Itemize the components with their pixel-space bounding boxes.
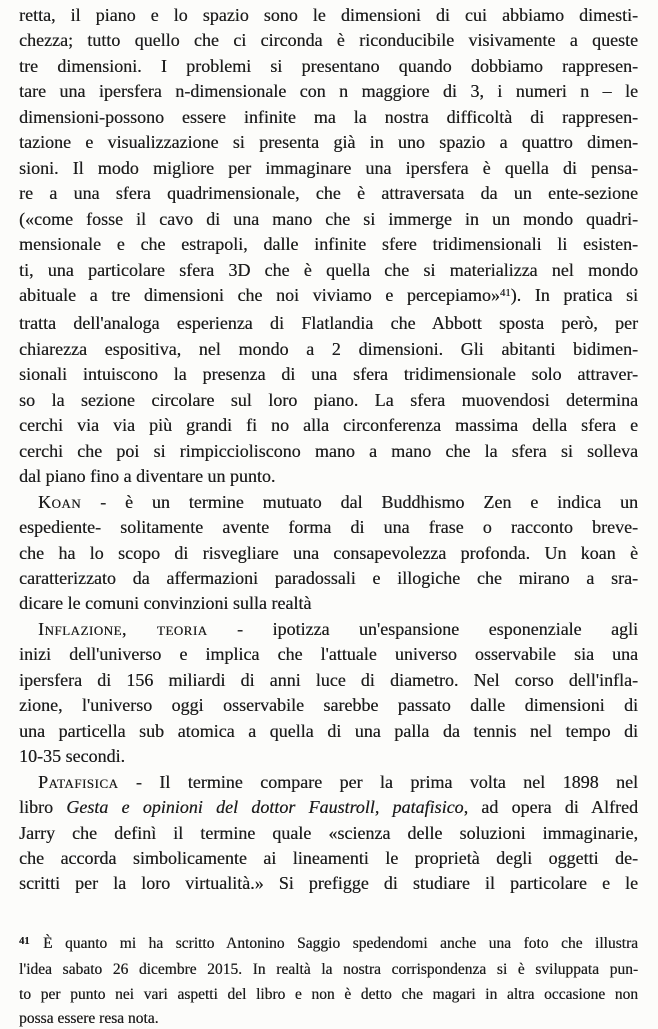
text-segment: - ipotizza un'espansione esponenziale agli [207,618,638,639]
text-line: zione, l'universo oggi osservabile sarebbe passato dalle dimensioni di [19,695,638,716]
footnote-first-line [19,932,638,958]
text-line-with-book-title [19,795,638,820]
text-line: 10-35 secondi. [19,746,125,767]
text-line: l'idea sabato 26 dicembre 2015. In realtà la nostra corrispondenza si è sviluppata pun- [19,961,638,979]
text-line: retta, il piano e lo spazio sono le dimensioni di cui abbiamo dimesti- [19,5,638,25]
text-line: cerchi via via più grandi fi no alla circonferenza massima della sfera e [19,415,638,436]
text-line-with-footnote-ref [19,283,638,311]
text-line: dicare le comuni convinzioni sulla realtà [19,593,312,614]
footnote-marker: 41 [19,936,30,948]
text-line: to per punto nei vari aspetti del libro e non è detto che magari in altra occasione non [19,985,638,1003]
text-line: caratterizzato da affermazioni paradossali e illogiche che mirano a sra- [19,567,638,588]
text-line: ipersfera di 156 miliardi di anni luce di diametro. Nel corso dell'infla- [19,669,638,690]
text-segment: - è un termine mutuato dal Buddhismo Zen e indica un [81,491,638,512]
text-line: dimensioni-possono essere infinite ma la nostra difficoltà di rappresen- [19,106,638,127]
text-line: dal piano fino a diventare un punto. [19,466,276,487]
glossary-entry-koan [19,490,638,617]
text-segment: - Il termine compare per la prima volta nel 1898 nel [118,771,638,792]
text-line: che accorda simbolicamente ai lineamenti le proprietà degli oggetti de- [19,847,638,868]
text-line: re a una sfera quadrimensionale, che è attraversata da un ente-sezione [19,183,638,204]
entry-first-line [19,770,638,795]
glossary-term: Koan [38,491,82,512]
glossary-term: Patafisica [38,771,119,792]
text-segment: , ad opera di Alfred [463,797,638,818]
entry-first-line [19,617,638,642]
text-line: mensionale e che estrapoli, dalle infinite sfere tridimensionali li esisten- [19,234,638,255]
book-title: Gesta e opinioni del dottor Faustroll, patafisico [66,797,464,818]
text-line: cerchi che poi si rimpiccioliscono mano a mano che la sfera si solleva [19,440,638,461]
text-line: sionali intuiscono la presenza di una sfera tridimensionale solo attraver- [19,364,638,385]
text-line: che ha lo scopo di risvegliare una consapevolezza profonda. Un koan è [19,542,638,563]
text-line: una particella sub atomica a quella di una palla da tennis nel tempo di [19,720,638,741]
text-segment: abituale a tre dimensioni che noi viviamo e percepiamo» [19,284,500,305]
text-line: tazione e visualizzazione si presenta già in uno spazio a quattro dimen- [19,132,638,153]
text-line: so la sezione circolare sul loro piano. La sfera muovendosi determina [19,389,638,410]
paragraph-hypersphere [19,3,638,490]
text-line: chezza; tutto quello che ci circonda è riconducibile visivamente a queste [19,30,638,51]
text-line: tratta dell'analoga esperienza di Flatlandia che Abbott sposta però, per [19,313,638,334]
text-line: ti, una particolare sfera 3D che è quella che si materializza nel mondo [19,259,638,280]
text-line: scritti per la loro virtualità.» Si prefigge di studiare il particolare e le [19,873,638,894]
glossary-entry-patafisica [19,770,638,897]
page-body [19,3,638,897]
text-line: inizi dell'universo e implica che l'attuale universo osservabile sia una [19,644,638,665]
footnote-41 [19,932,638,1029]
glossary-term: Inflazione, teoria [38,618,208,639]
text-line: tare una ipersfera n-dimensionale con n maggiore di 3, i numeri n – le [19,81,638,102]
text-line: possa essere resa nota. [19,1010,159,1028]
glossary-entry-inflazione [19,617,638,770]
text-line: Jarry che definì il termine quale «scienza delle soluzioni immaginarie, [19,822,638,843]
text-segment: ). In pratica si [510,284,638,305]
text-segment: libro [19,797,67,818]
text-line: tre dimensioni. I problemi si presentano quando dobbiamo rappresen- [19,55,638,76]
text-line: («come fosse il cavo di una mano che si immerge in un mondo quadri- [19,208,638,229]
entry-first-line [19,490,638,515]
text-line: chiarezza espositiva, nel mondo a 2 dimensioni. Gli abitanti bidimen- [19,338,638,359]
footnote-ref-41: 41 [499,287,511,300]
text-line: sioni. Il modo migliore per immaginare una ipersfera è quella di pensa- [19,157,638,178]
text-line: espediente- solitamente avente forma di una frase o racconto breve- [19,517,638,538]
text-segment: È quanto mi ha scritto Antonino Saggio spedendomi anche una foto che illustra [30,934,638,952]
